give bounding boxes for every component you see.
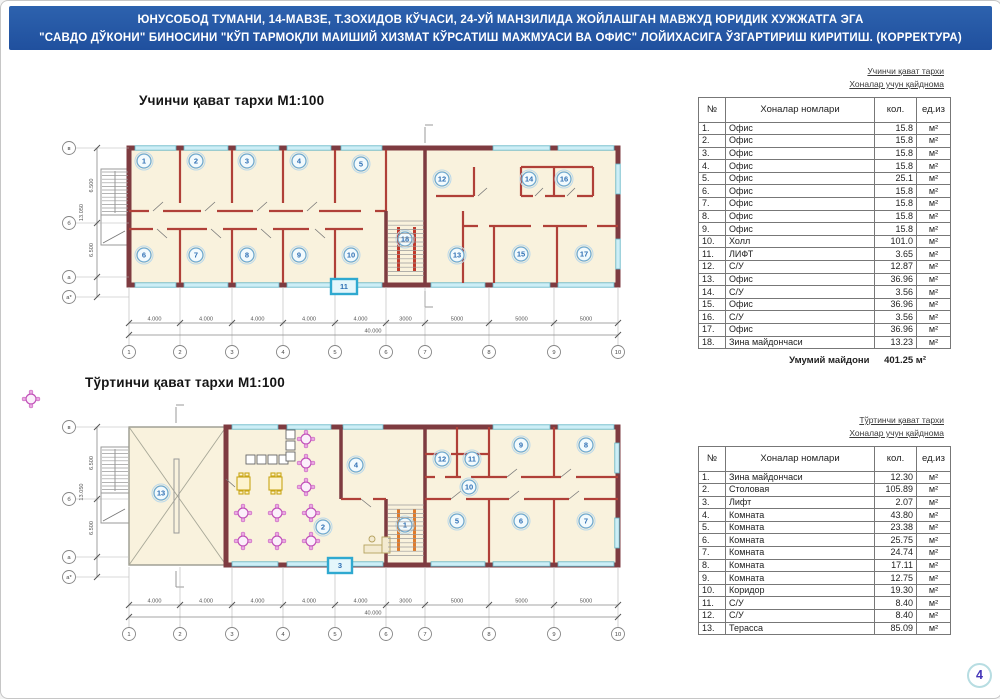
table3-caption-2: Хоналар учун қайднома (849, 78, 944, 89)
col-header-unit: ед.из (917, 97, 951, 122)
table-cell: 15. (699, 298, 726, 311)
terrace (129, 427, 226, 565)
room-number-label: 2 (320, 522, 326, 532)
table-cell: 15.8 (875, 135, 917, 148)
table-row (699, 547, 951, 560)
table-cell: 25.75 (875, 534, 917, 547)
dim-label: 5000 (579, 316, 593, 323)
table-cell: Комната (726, 509, 875, 522)
table-row (699, 559, 951, 572)
wall-axis-label: а* (66, 295, 72, 301)
dim-label: 4.000 (302, 316, 316, 323)
grid-axis-label: 1 (127, 350, 131, 356)
table-cell: 8.40 (875, 610, 917, 623)
room-number-label: 8 (244, 250, 250, 260)
table-cell: Офис (726, 122, 875, 135)
table-cell: С/У (726, 286, 875, 299)
table-cell: м² (917, 311, 951, 324)
room-number-label: 4 (296, 156, 302, 166)
dim-label: 6.500 (89, 243, 95, 257)
table-cell: Комната (726, 572, 875, 585)
table-cell: м² (917, 336, 951, 349)
table-row (699, 235, 951, 248)
lift-marker-label: 11 (340, 282, 348, 292)
dim-label: 4.000 (302, 598, 316, 605)
table-cell: м² (917, 286, 951, 299)
table3-block (698, 65, 950, 366)
table-cell: Офис (726, 223, 875, 236)
wall-axis-label: в (67, 146, 71, 152)
table-row (699, 622, 951, 635)
wall-axis-label: б (67, 497, 71, 503)
table-cell: 3.56 (875, 311, 917, 324)
rooms-table-floor3 (698, 97, 951, 350)
table-cell: м² (917, 597, 951, 610)
table-cell: 12.87 (875, 261, 917, 274)
table-row (699, 248, 951, 261)
header-band (9, 6, 992, 50)
table-row (699, 210, 951, 223)
rooms-table-floor4 (698, 446, 951, 636)
table-row (699, 584, 951, 597)
table-cell: Зина майдончаси (726, 336, 875, 349)
table-cell: 15.8 (875, 210, 917, 223)
grid-axis-label: 10 (614, 350, 622, 356)
grid-axis-label: 2 (178, 632, 182, 638)
table-cell: 3.65 (875, 248, 917, 261)
table-cell: 1. (699, 471, 726, 484)
dim-label: 5000 (579, 598, 593, 605)
table-row (699, 336, 951, 349)
table-cell: м² (917, 147, 951, 160)
dim-label: 4.000 (147, 316, 162, 323)
dim-label: 6.500 (89, 178, 95, 193)
table-cell: 15.8 (875, 223, 917, 236)
table-cell: Офис (726, 172, 875, 185)
table-cell: Офис (726, 185, 875, 198)
room-number-label: 11 (468, 454, 476, 464)
table-cell: Терасса (726, 622, 875, 635)
table-row (699, 298, 951, 311)
room-number-label: 16 (559, 174, 569, 184)
table-cell: Офис (726, 273, 875, 286)
room-number-label: 18 (400, 234, 410, 244)
table-cell: м² (917, 298, 951, 311)
room-number-label: 9 (518, 440, 524, 450)
dim-total-label: 13.050 (79, 203, 85, 222)
table-cell: Офис (726, 210, 875, 223)
grid-axis-label: 10 (614, 632, 622, 638)
lift-marker-label: 3 (337, 561, 343, 571)
plan4-drawing (31, 399, 686, 655)
table-cell: 101.0 (875, 235, 917, 248)
table-cell: 4. (699, 509, 726, 522)
table-cell: м² (917, 559, 951, 572)
table-cell: м² (917, 172, 951, 185)
table-cell: Офис (726, 135, 875, 148)
table-cell: м² (917, 135, 951, 148)
plan4-title: Тўртинчи қават тархи М1:100 (85, 375, 285, 390)
grid-axis-label: 9 (552, 632, 556, 638)
table-cell: С/У (726, 261, 875, 274)
room-number-label: 12 (437, 454, 447, 464)
table-cell: 5. (699, 172, 726, 185)
table-cell: м² (917, 261, 951, 274)
table-cell: 13. (699, 273, 726, 286)
table3-caption-1: Учинчи қават тархи (867, 66, 944, 76)
room-number-label: 6 (518, 516, 524, 526)
table-cell: С/У (726, 610, 875, 623)
table-cell: 3. (699, 496, 726, 509)
table-cell: 3.56 (875, 286, 917, 299)
room-number-label: 15 (516, 249, 526, 259)
table-cell: м² (917, 122, 951, 135)
table-cell: 9. (699, 572, 726, 585)
grid-axis-label: 2 (178, 350, 182, 356)
grid-axis-label: 6 (384, 350, 388, 356)
table4-block (698, 414, 950, 635)
wall-axis-label: а (67, 555, 71, 561)
table-cell: 15.8 (875, 198, 917, 211)
dim-label: 4.000 (250, 316, 265, 323)
table-cell: Лифт (726, 496, 875, 509)
table-cell: 13. (699, 622, 726, 635)
table-cell: Офис (726, 147, 875, 160)
table-cell: м² (917, 484, 951, 497)
grid-axis-label: 8 (487, 632, 491, 638)
grid-axis-label: 3 (230, 632, 234, 638)
table-cell: 12.30 (875, 471, 917, 484)
room-number-label: 17 (579, 249, 589, 259)
table-cell: 19.30 (875, 584, 917, 597)
plan3-title: Учинчи қават тархи М1:100 (139, 93, 325, 108)
dim-label: 5000 (450, 598, 464, 605)
table4-caption-1: Тўртинчи қават тархи (859, 415, 944, 425)
table-row (699, 147, 951, 160)
table-header-row (699, 97, 951, 122)
col-header-name: Хоналар номлари (726, 446, 875, 471)
col-header-name: Хоналар номлари (726, 97, 875, 122)
wall-axis-label: в (67, 425, 71, 431)
dim-label: 4.000 (199, 598, 213, 605)
building-outline (226, 427, 618, 565)
room-number-label: 13 (452, 250, 462, 260)
table-cell: Офис (726, 198, 875, 211)
table-cell: Комната (726, 559, 875, 572)
table-header-row (699, 446, 951, 471)
table-cell: 12.75 (875, 572, 917, 585)
table-cell: 8. (699, 210, 726, 223)
room-number-label: 5 (358, 159, 364, 169)
table-cell: 14. (699, 286, 726, 299)
header-line-2: "САВДО ДЎКОНИ" БИНОСИНИ "КЎП ТАРМОҚЛИ МАИШИЙ ХИЗМАТ КЎРСАТИШ МАЖМУАСИ ВА ОФИС" ЛОЙИХАСИГА ЎЗГАРТИРИШ КИРИТИШ. (КОРРЕКТУРА) (39, 32, 962, 45)
room-number-label: 5 (454, 516, 460, 526)
table-row (699, 484, 951, 497)
stairwell-annex (101, 447, 129, 523)
table-cell: 2.07 (875, 496, 917, 509)
table-cell: м² (917, 273, 951, 286)
table-cell: м² (917, 496, 951, 509)
table-cell: 105.89 (875, 484, 917, 497)
grid-axis-label: 6 (384, 632, 388, 638)
wall-axis-label: б (67, 221, 71, 227)
dim-label: 6.500 (89, 521, 95, 535)
table-cell: 12. (699, 261, 726, 274)
building-outline (129, 148, 618, 285)
table-cell: 13.23 (875, 336, 917, 349)
table-row (699, 160, 951, 173)
table-cell: 15.8 (875, 122, 917, 135)
table-cell: 10. (699, 584, 726, 597)
dim-total-label: 13.050 (79, 483, 85, 501)
table-cell: 17. (699, 324, 726, 337)
table-cell: м² (917, 160, 951, 173)
table-row (699, 534, 951, 547)
room-number-label: 14 (524, 174, 534, 184)
col-header-num: № (699, 97, 726, 122)
dim-label: 5000 (450, 316, 464, 323)
table-cell: 8. (699, 559, 726, 572)
table4-caption-2: Хоналар учун қайднома (849, 427, 944, 438)
page-number: 4 (967, 663, 992, 688)
room-number-label: 10 (464, 482, 474, 492)
grid-axis-label: 5 (333, 632, 337, 638)
dim-total-label: 40.000 (364, 610, 382, 617)
wall-axis-label: а* (66, 575, 72, 581)
table-cell: ЛИФТ (726, 248, 875, 261)
col-header-num: № (699, 446, 726, 471)
table-row (699, 521, 951, 534)
table-cell: Офис (726, 324, 875, 337)
dim-label: 4.000 (353, 598, 368, 605)
room-number-label: 8 (583, 440, 589, 450)
dim-label: 4.000 (199, 316, 213, 323)
table-cell: м² (917, 534, 951, 547)
dim-label: 3000 (399, 598, 412, 605)
grid-axis-label: 7 (423, 632, 427, 638)
table-cell: 16. (699, 311, 726, 324)
table-cell: 11. (699, 248, 726, 261)
table-cell: Столовая (726, 484, 875, 497)
table-cell: 8.40 (875, 597, 917, 610)
total-label: Умумий майдони (789, 355, 870, 367)
dim-label: 3000 (399, 316, 412, 323)
table-cell: Комната (726, 547, 875, 560)
stairwell-annex (101, 169, 129, 245)
dim-label: 4.000 (147, 598, 162, 605)
dim-label: 6.500 (89, 456, 95, 470)
table-row (699, 597, 951, 610)
room-number-label: 7 (193, 250, 199, 260)
col-header-unit: ед.из (917, 446, 951, 471)
table-cell: м² (917, 198, 951, 211)
grid-axis-label: 1 (127, 632, 131, 638)
table-cell: м² (917, 248, 951, 261)
table-cell: м² (917, 210, 951, 223)
table-row (699, 610, 951, 623)
table-cell: 17.11 (875, 559, 917, 572)
table-cell: 6. (699, 534, 726, 547)
table-row (699, 172, 951, 185)
room-number-label: 4 (353, 460, 359, 470)
table-cell: 9. (699, 223, 726, 236)
table-cell: 15.8 (875, 160, 917, 173)
table-cell: м² (917, 622, 951, 635)
table-cell: Зина майдончаси (726, 471, 875, 484)
room-number-label: 9 (296, 250, 302, 260)
table-row (699, 471, 951, 484)
col-header-value: кол. (875, 446, 917, 471)
table-cell: м² (917, 584, 951, 597)
room-number-label: 1 (402, 520, 408, 530)
table-cell: 12. (699, 610, 726, 623)
table-row (699, 324, 951, 337)
table-row (699, 572, 951, 585)
grid-axis-label: 3 (230, 350, 234, 356)
dim-total-label: 40.000 (364, 328, 382, 335)
table-cell: м² (917, 235, 951, 248)
table-row (699, 198, 951, 211)
table-cell: м² (917, 223, 951, 236)
total-value: 401.25 м² (884, 355, 926, 367)
grid-axis-label: 8 (487, 350, 491, 356)
table-cell: 24.74 (875, 547, 917, 560)
table-cell: Холл (726, 235, 875, 248)
table-cell: 10. (699, 235, 726, 248)
table-row (699, 509, 951, 522)
table-cell: Офис (726, 160, 875, 173)
grid-axis-label: 5 (333, 350, 337, 356)
dim-label: 4.000 (353, 316, 368, 323)
col-header-value: кол. (875, 97, 917, 122)
dim-label: 4.000 (250, 598, 265, 605)
table-row (699, 122, 951, 135)
table-cell: 7. (699, 198, 726, 211)
table-cell: м² (917, 572, 951, 585)
table-cell: 4. (699, 160, 726, 173)
grid-axis-label: 7 (423, 350, 427, 356)
table-cell: Комната (726, 521, 875, 534)
room-number-label: 6 (141, 250, 147, 260)
table-cell: 36.96 (875, 324, 917, 337)
room-number-label: 10 (346, 250, 356, 260)
table-row (699, 286, 951, 299)
plan3-drawing (31, 119, 686, 371)
table-cell: Офис (726, 298, 875, 311)
table-cell: 43.80 (875, 509, 917, 522)
table-cell: 2. (699, 135, 726, 148)
table-row (699, 261, 951, 274)
table-cell: м² (917, 521, 951, 534)
table-cell: 3. (699, 147, 726, 160)
table-cell: 18. (699, 336, 726, 349)
table-cell: С/У (726, 311, 875, 324)
table-row (699, 185, 951, 198)
room-number-label: 7 (583, 516, 589, 526)
header-line-1: ЮНУСОБОД ТУМАНИ, 14-МАВЗЕ, Т.ЗОХИДОВ КЎЧАСИ, 24-УЙ МАНЗИЛИДА ЖОЙЛАШГАН МАВЖУД ЮРИДИК ХУЖЖАТГА ЭГА (137, 14, 864, 26)
table-cell: м² (917, 185, 951, 198)
table-cell: 36.96 (875, 298, 917, 311)
table-cell: 1. (699, 122, 726, 135)
grid-axis-label: 9 (552, 350, 556, 356)
table-cell: 11. (699, 597, 726, 610)
table-cell: м² (917, 509, 951, 522)
table3-total (698, 355, 950, 366)
table-cell: м² (917, 610, 951, 623)
table-cell: 36.96 (875, 273, 917, 286)
table-cell: 6. (699, 185, 726, 198)
grid-axis-label: 4 (281, 632, 285, 638)
table-cell: м² (917, 324, 951, 337)
table-row (699, 496, 951, 509)
table-cell: 2. (699, 484, 726, 497)
room-number-label: 12 (437, 174, 447, 184)
table-row (699, 135, 951, 148)
table-row (699, 311, 951, 324)
table-row (699, 273, 951, 286)
table-row (699, 223, 951, 236)
table-cell: м² (917, 471, 951, 484)
table-cell: 7. (699, 547, 726, 560)
table-cell: 23.38 (875, 521, 917, 534)
table-cell: 5. (699, 521, 726, 534)
table-cell: м² (917, 547, 951, 560)
table-cell: Комната (726, 534, 875, 547)
table-cell: 15.8 (875, 147, 917, 160)
dim-label: 5000 (515, 598, 528, 605)
room-number-label: 3 (244, 156, 250, 166)
room-number-label: 13 (156, 488, 166, 498)
grid-axis-label: 4 (281, 350, 285, 356)
room-number-label: 2 (193, 156, 199, 166)
dim-label: 5000 (515, 316, 528, 323)
room-number-label: 1 (141, 156, 147, 166)
wall-axis-label: а (67, 275, 71, 281)
table-cell: 15.8 (875, 185, 917, 198)
table-cell: С/У (726, 597, 875, 610)
table-cell: Коридор (726, 584, 875, 597)
table-cell: 25.1 (875, 172, 917, 185)
table-cell: 85.09 (875, 622, 917, 635)
